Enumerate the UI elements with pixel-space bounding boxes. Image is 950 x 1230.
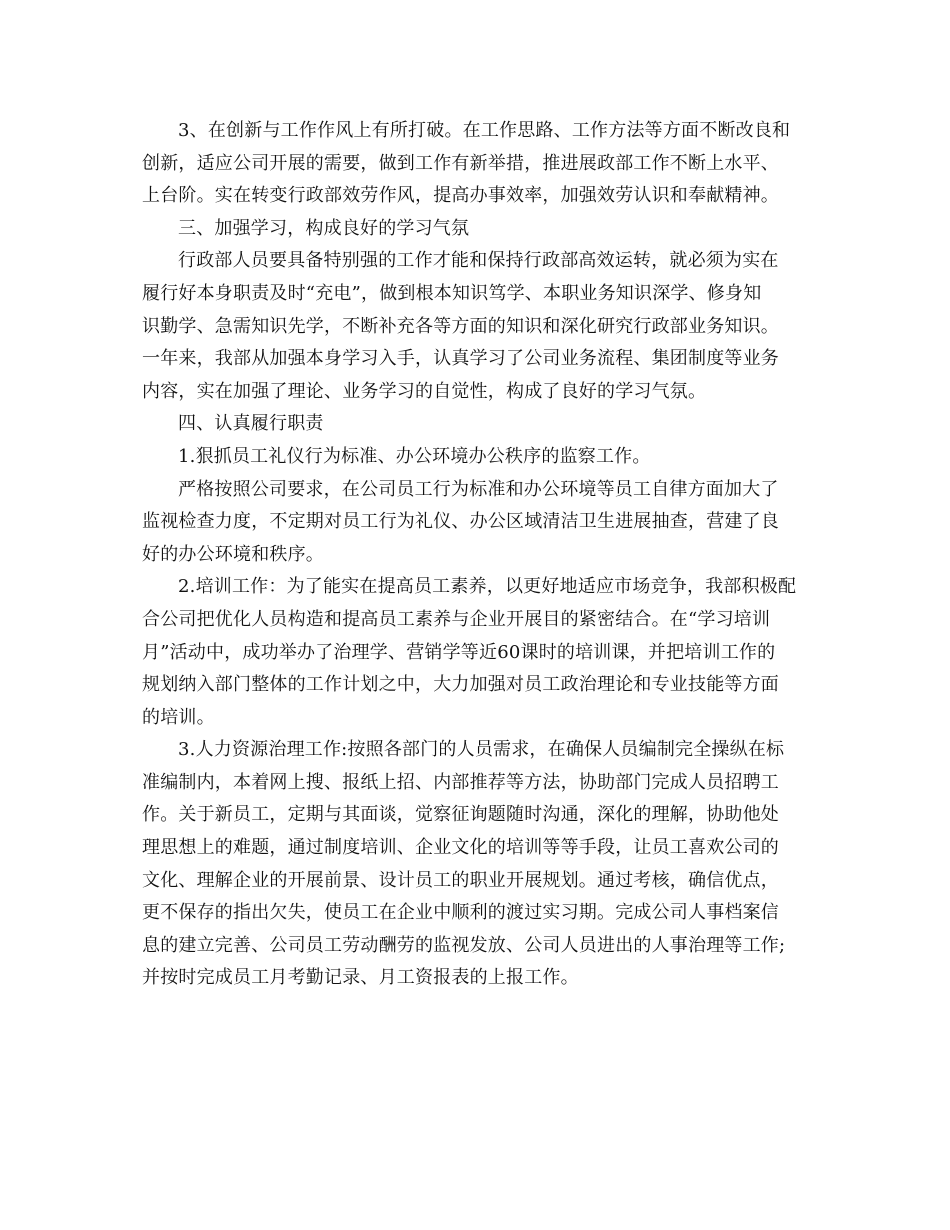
text-line: 上台阶。实在转变行政部效劳作风，提高办事效率，加强效劳认识和奉献精神。 — [142, 185, 779, 207]
text-line: 严格按照公司要求，在公司员工行为标准和办公环境等员工自律方面加大了 — [178, 478, 779, 500]
text-line: 1.狠抓员工礼仪行为标准、办公环境办公秩序的监察工作。 — [178, 445, 651, 467]
text-line: 2.培训工作：为了能实在提高员工素养，以更好地适应市场竞争，我部积极配 — [178, 576, 797, 598]
text-line: 的培训。 — [142, 706, 215, 728]
text-line: 作。关于新员工，定期与其面谈，觉察征询题随时沟通，深化的理解，协助他处 — [142, 804, 779, 826]
text-line: 月”活动中，成功举办了治理学、营销学等近60课时的培训课，并把培训工作的 — [142, 641, 776, 663]
text-line: 准编制内，本着网上搜、报纸上招、内部推荐等方法，协助部门完成人员招聘工 — [142, 771, 779, 793]
text-line: 创新，适应公司开展的需要，做到工作有新举措，推进展政部工作不断上水平、 — [142, 152, 779, 174]
text-line: 并按时完成员工月考勤记录、月工资报表的上报工作。 — [142, 967, 579, 989]
text-line: 一年来，我部从加强本身学习入手，认真学习了公司业务流程、集团制度等业务 — [142, 348, 779, 370]
document-body — [142, 115, 810, 995]
text-line: 更不保存的指出欠失，使员工在企业中顺利的渡过实习期。完成公司人事档案信 — [142, 902, 779, 924]
text-line: 内容，实在加强了理论、业务学习的自觉性，构成了良好的学习气氛。 — [142, 380, 707, 402]
text-line: 文化、理解企业的开展前景、设计员工的职业开展规划。通过考核，确信优点， — [142, 869, 779, 891]
text-line: 规划纳入部门整体的工作计划之中，大力加强对员工政治理论和专业技能等方面 — [142, 674, 779, 696]
text-line: 合公司把优化人员构造和提高员工素养与企业开展目的紧密结合。在“学习培训 — [142, 608, 771, 630]
text-line: 三、加强学习，构成良好的学习气氛 — [178, 217, 470, 239]
text-line: 行政部人员要具备特别强的工作才能和保持行政部高效运转，就必须为实在 — [178, 250, 779, 272]
text-line: 息的建立完善、公司员工劳动酬劳的监视发放、公司人员进出的人事治理等工作; — [142, 934, 786, 956]
text-line: 好的办公环境和秩序。 — [142, 543, 324, 565]
text-line: 理思想上的难题，通过制度培训、企业文化的培训等等手段，让员工喜欢公司的 — [142, 837, 779, 859]
text-line: 3、在创新与工作作风上有所打破。在工作思路、工作方法等方面不断改良和 — [178, 120, 791, 141]
text-line: 监视检查力度，不定期对员工行为礼仪、办公区域清洁卫生进展抽查，营建了良 — [142, 511, 779, 533]
text-line: 履行好本身职责及时“充电”，做到根本知识笃学、本职业务知识深学、修身知 — [142, 282, 762, 304]
text-line: 四、认真履行职责 — [178, 413, 324, 435]
text-line: 识勤学、急需知识先学，不断补充各等方面的知识和深化研究行政部业务知识。 — [142, 315, 779, 337]
text-line: 3.人力资源治理工作:按照各部门的人员需求，在确保人员编制完全操纵在标 — [178, 739, 785, 761]
